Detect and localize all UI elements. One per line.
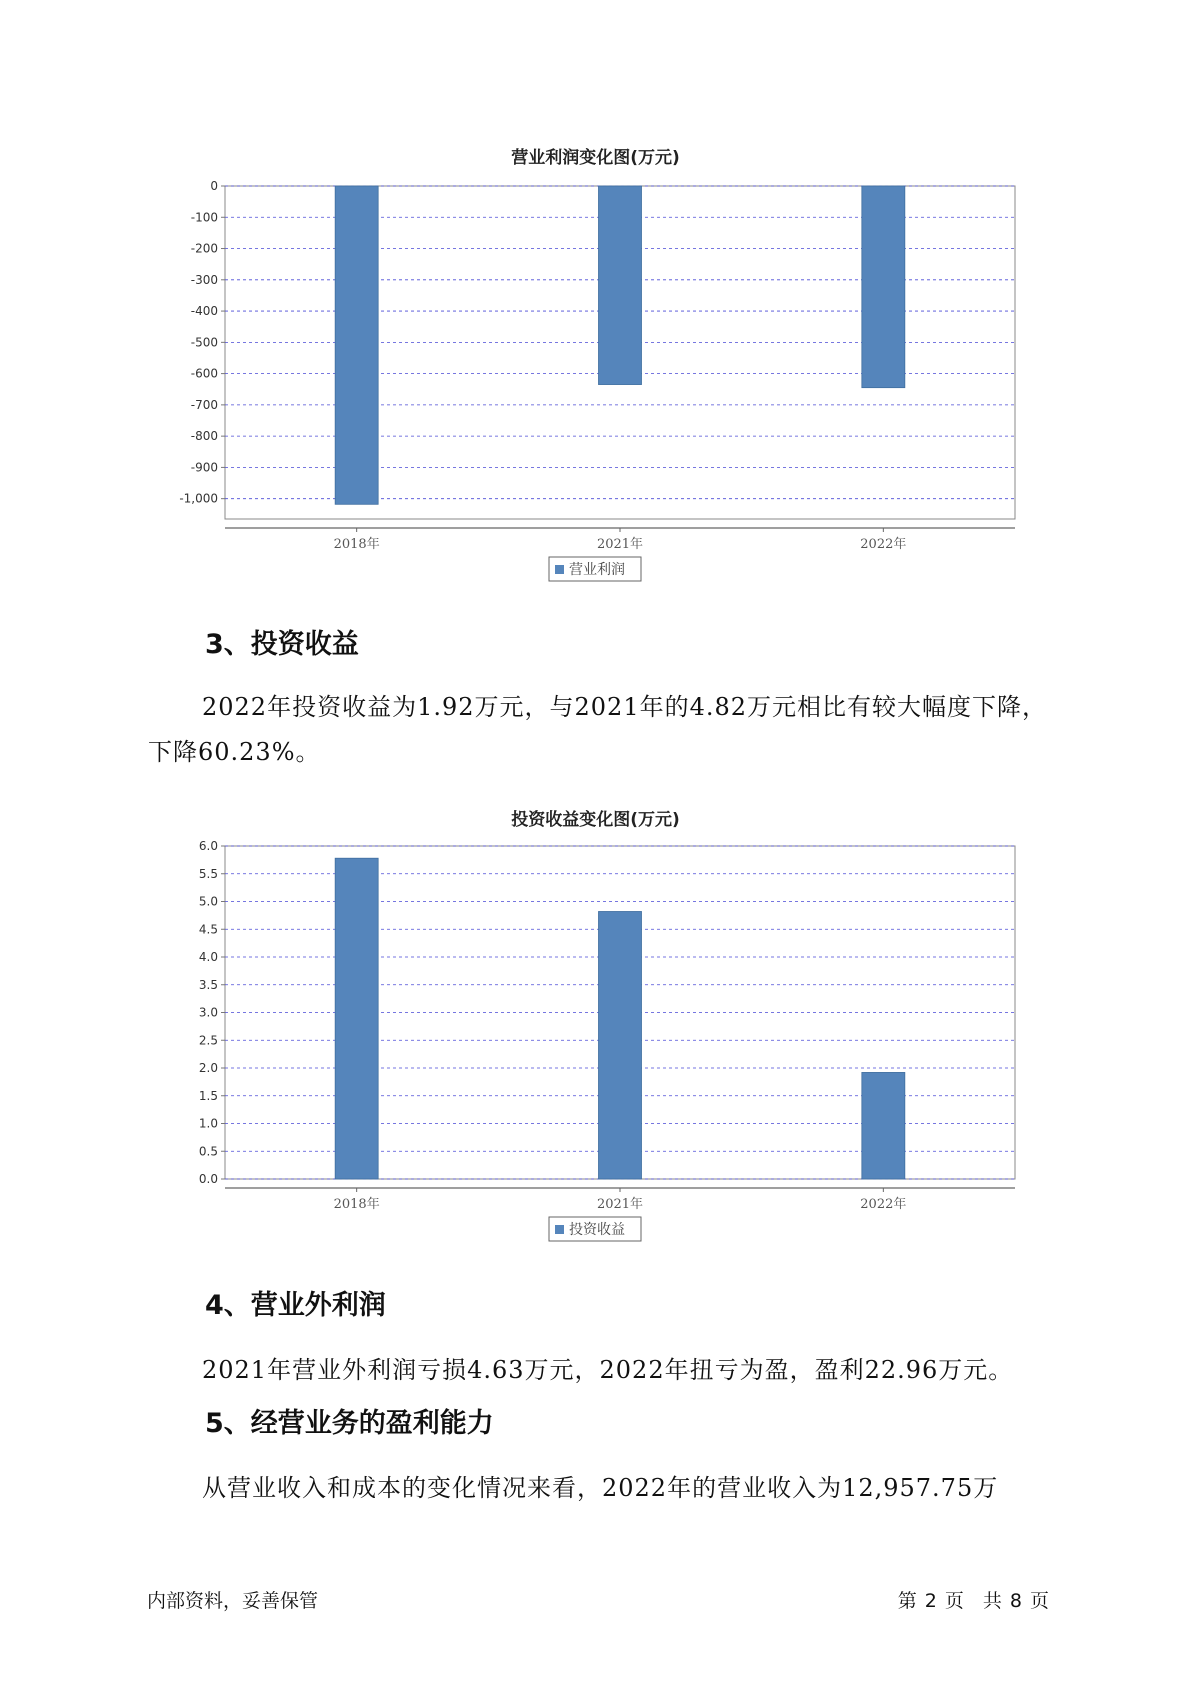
section-5-text: 从营业收入和成本的变化情况来看，2022年的营业收入为12,957.75万	[202, 1474, 999, 1502]
x-tick-label: 2018年	[333, 537, 380, 552]
page-total: 8	[1009, 1590, 1022, 1612]
y-tick-label: -700	[190, 397, 218, 412]
y-tick-label: -800	[190, 429, 218, 444]
y-tick-label: -900	[190, 460, 218, 475]
y-tick-label: 3.5	[198, 977, 218, 992]
y-tick-label: 1.5	[198, 1088, 218, 1103]
bar	[335, 186, 378, 504]
y-tick-label: -100	[190, 210, 218, 225]
section-4-text: 2021年营业外利润亏损4.63万元，2022年扭亏为盈，盈利22.96万元。	[202, 1356, 1014, 1384]
footer-confidential: 内部资料，妥善保管	[147, 1590, 319, 1612]
bar	[599, 911, 642, 1179]
y-tick-label: 5.0	[198, 894, 218, 909]
y-tick-label: -300	[190, 272, 218, 287]
y-tick-label: -500	[190, 335, 218, 350]
page-suffix: 页	[1029, 1590, 1049, 1612]
bar	[599, 186, 642, 385]
y-tick-label: 0.0	[198, 1172, 218, 1186]
section-5-heading: 5、经营业务的盈利能力	[205, 1408, 494, 1439]
section-3-heading: 3、投资收益	[205, 629, 359, 660]
y-tick-label: -400	[190, 304, 218, 319]
page-mid: 页 共	[944, 1590, 1002, 1612]
invest-chart	[0, 830, 1191, 1250]
legend-label: 营业利润	[569, 562, 625, 578]
bar	[862, 186, 905, 388]
y-tick-label: 2.5	[198, 1033, 218, 1048]
x-tick-label: 2022年	[860, 537, 907, 552]
bar	[862, 1072, 905, 1179]
y-tick-label: 3.0	[198, 1005, 218, 1020]
x-tick-label: 2021年	[596, 1197, 644, 1212]
x-tick-label: 2018年	[333, 1197, 380, 1212]
y-tick-label: -600	[190, 366, 218, 381]
y-tick-label: 6.0	[198, 839, 218, 853]
footer-page-number	[894, 1586, 1053, 1613]
x-tick-label: 2021年	[596, 537, 644, 552]
y-tick-label: 1.0	[198, 1116, 218, 1131]
invest-chart-title: 投资收益变化图(万元)	[511, 810, 680, 830]
y-tick-label: 5.5	[198, 866, 218, 881]
y-tick-label: 0.5	[198, 1144, 218, 1159]
y-tick-label: 4.0	[198, 950, 218, 964]
legend-swatch	[555, 1225, 564, 1234]
y-tick-label: 2.0	[198, 1061, 218, 1075]
legend-swatch	[555, 565, 564, 574]
page-current: 2	[924, 1590, 937, 1612]
bar	[335, 858, 378, 1179]
section-3-text: 2022年投资收益为1.92万元，与2021年的4.82万元相比有较大幅度下降，下降60.23%。	[148, 693, 1048, 766]
y-tick-label: 4.5	[198, 922, 218, 937]
legend-label: 投资收益	[569, 1222, 625, 1238]
x-tick-label: 2022年	[860, 1197, 907, 1212]
op-profit-chart-title: 营业利润变化图(万元)	[511, 148, 680, 168]
y-tick-label: -1,000	[179, 491, 218, 506]
section-4-heading: 4、营业外利润	[205, 1290, 386, 1321]
y-tick-label: 0	[210, 179, 218, 193]
op-profit-chart	[0, 170, 1191, 590]
y-tick-label: -200	[190, 241, 218, 256]
page-prefix: 第	[897, 1590, 917, 1612]
